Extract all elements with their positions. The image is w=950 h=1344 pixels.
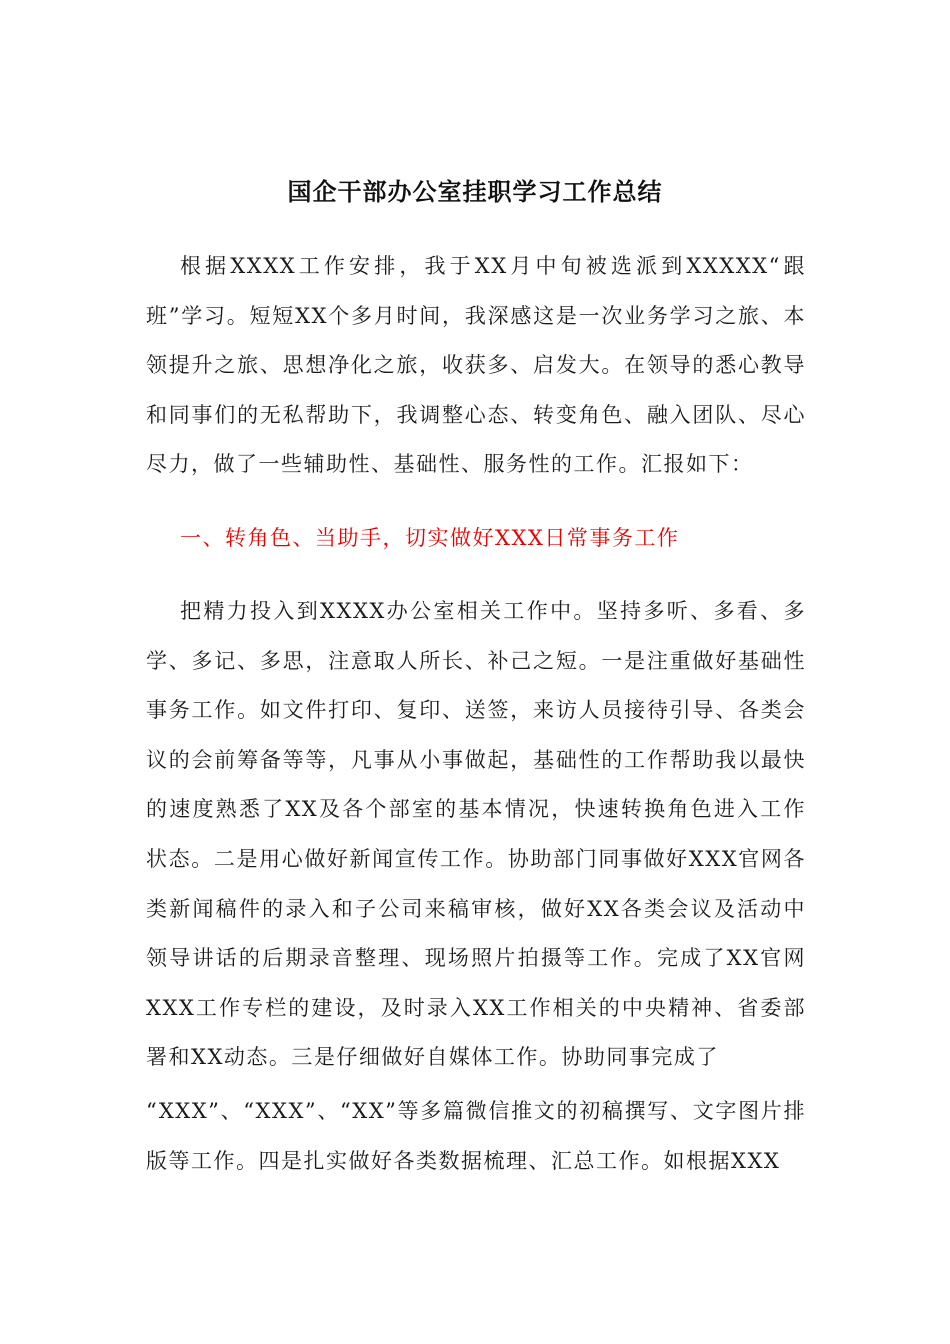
document-title: 国企干部办公室挂职学习工作总结 (287, 177, 663, 206)
section-body-continuation: “XXX”、“XXX”、“XX”等多篇微信推文的初稿撰写、文字图片排版等工作。四是扎实做好各类数据梳理、汇总工作。如根据XXX (146, 1099, 806, 1173)
intro-paragraph: 根据XXXX工作安排，我于XX月中旬被选派到XXXXX“跟班”学习。短短XX个多月时间，我深感这是一次业务学习之旅、本领提升之旅、思想净化之旅，收获多、启发大。在领导的悉心教导和同事们的无私帮助下，我调整心态、转变角色、融入团队、尽心尽力，做了一些辅助性、基础性、服务性的工作。汇报如下： (146, 254, 806, 477)
section-heading: 一、转角色、当助手，切实做好XXX日常事务工作 (180, 526, 680, 550)
section-body-paragraph: 把精力投入到XXXX办公室相关工作中。坚持多听、多看、多学、多记、多思，注意取人所长、补己之短。一是注重做好基础性事务工作。如文件打印、复印、送签，来访人员接待引导、各类会议的会前筹备等等，凡事从小事做起，基础性的工作帮助我以最快的速度熟悉了XX及各个部室的基本情况，快速转换角色进入工作状态。二是用心做好新闻宣传工作。协助部门同事做好XXX官网各类新闻稿件的录入和子公司来稿审核，做好XX各类会议及活动中领导讲话的后期录音整理、现场照片拍摄等工作。完成了XX官网XXX工作专栏的建设，及时录入XX工作相关的中央精神、省委部署和XX动态。三是仔细做好自媒体工作。协助同事完成了 (146, 599, 806, 1070)
